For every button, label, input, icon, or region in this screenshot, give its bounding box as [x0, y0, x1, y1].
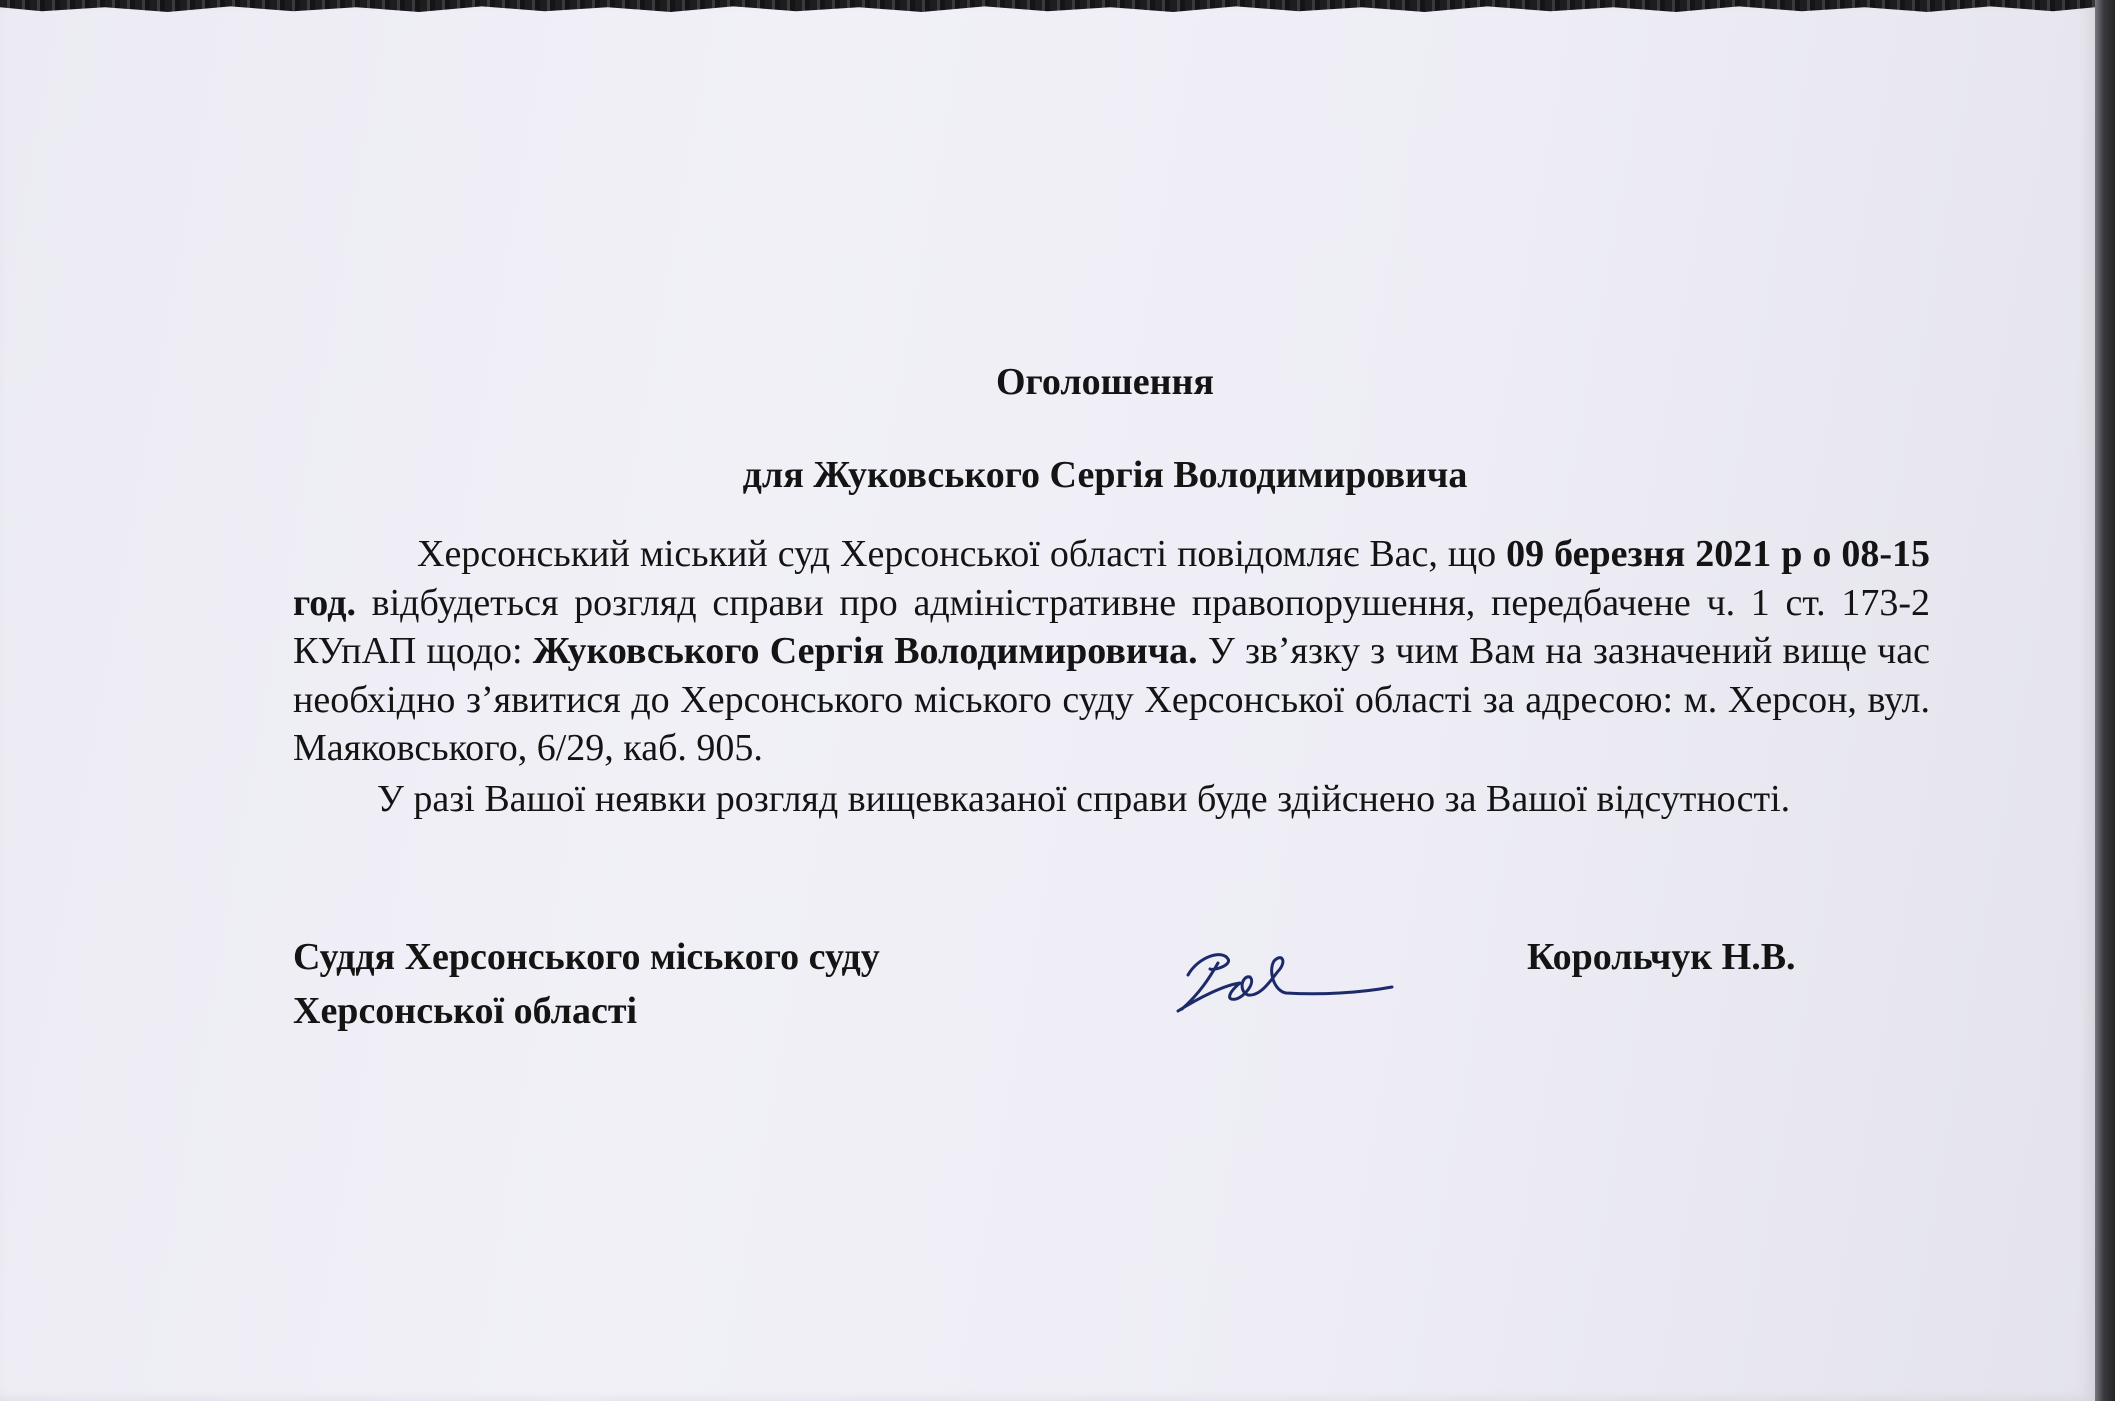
- handwritten-signature: [1170, 935, 1400, 1025]
- judge-position: [293, 930, 880, 1038]
- document-title: Оголошення: [996, 361, 1214, 403]
- document-addressee: для Жуковського Сергія Володимировича: [742, 454, 1468, 496]
- notice-intro: Херсонський міський суд Херсонської області повідомляє Вас, що: [417, 533, 1507, 575]
- person-name: Жуковського Сергія Володимировича.: [532, 630, 1198, 672]
- document-body: [293, 530, 1930, 823]
- paragraph-absence: У разі Вашої неявки розгляд вищевказаної справи буде здійснено за Вашої відсутності.: [377, 777, 1791, 820]
- paragraph-notice: [293, 530, 1930, 773]
- notice-outro: У звʼязку з чим Вам на зазначений вище час необхідно зʼявитися до Херсонського міського суду Херсонської області за адресою: м. Херсон, вул. Маяковського, 6/29, каб. 905.: [293, 630, 1930, 769]
- judge-position-line2: Херсонської області: [293, 990, 638, 1032]
- judge-name: Корольчук Н.В.: [1527, 936, 1796, 978]
- judge-position-line1: Суддя Херсонського міського суду: [293, 936, 880, 978]
- torn-top-edge: [0, 0, 2095, 16]
- background-edge: [2095, 0, 2115, 1401]
- notice-middle: відбудеться розгляд справи про адміністративне правопорушення, передбачене ч. 1 ст. 173-2 КУпАП щодо:: [293, 581, 1930, 672]
- hearing-date-time: 09 березня 2021 р о 08-15 год.: [293, 533, 1930, 624]
